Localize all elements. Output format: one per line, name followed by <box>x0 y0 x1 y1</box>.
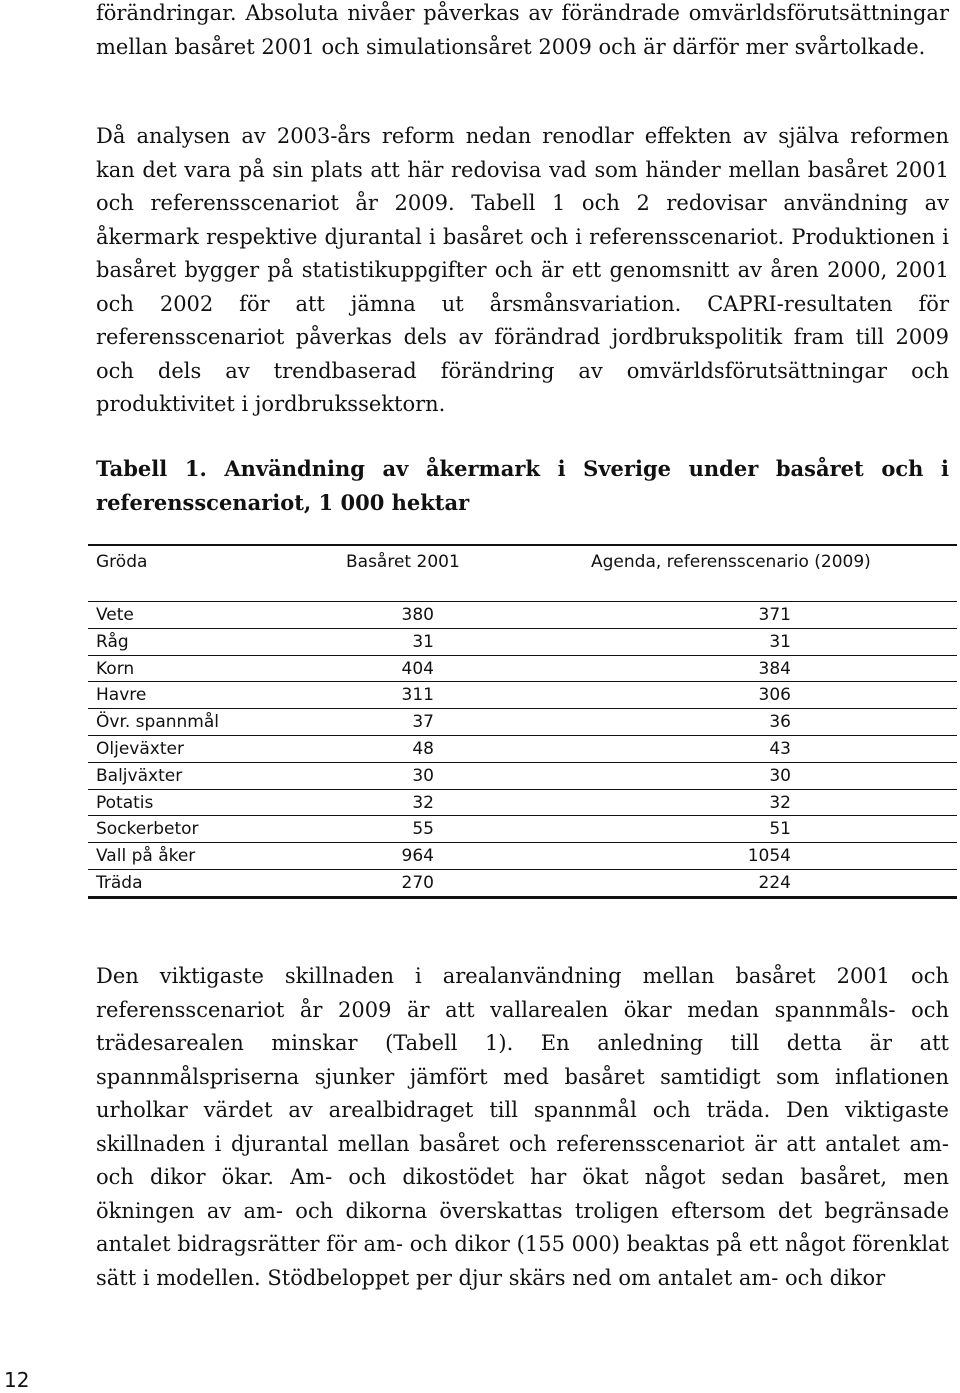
cell-reference-scenario: 30 <box>769 765 791 786</box>
header-crop: Gröda <box>96 552 148 572</box>
header-reference-scenario: Agenda, referensscenario (2009) <box>591 552 871 572</box>
cell-reference-scenario: 371 <box>758 605 791 625</box>
table-row <box>88 843 957 870</box>
page-number: 12 <box>4 1368 30 1392</box>
header-base-year: Basåret 2001 <box>346 552 460 572</box>
cell-crop: Övr. spannmål <box>96 712 219 733</box>
cell-reference-scenario: 51 <box>769 819 791 840</box>
cell-base-year: 37 <box>412 712 434 733</box>
table-row <box>88 682 957 709</box>
cell-crop: Träda <box>96 872 143 893</box>
table-row <box>88 763 957 790</box>
cell-reference-scenario: 36 <box>769 712 791 733</box>
cell-crop: Vall på åker <box>96 846 196 867</box>
cell-base-year: 270 <box>401 872 434 893</box>
table-header-row <box>88 548 957 576</box>
table-caption: Tabell 1. Användning av åkermark i Sverige under basåret och i referensscenariot, 1 000 hektar <box>96 456 949 515</box>
analysis-paragraph: Då analysen av 2003-års reform nedan renodlar effekten av själva reformen kan det vara på sin plats att här redovisa vad som händer mellan basåret 2001 och referensscenariot år 2009. Tabell 1 och 2 redovisar användning av åkermark respektive djurantal i basåret och i referensscenariot. Produktionen i basåret bygger på statistikuppgifter och är ett genomsnitt av åren 2000, 2001 och 2002 för att jämna ut årsmånsvariation. CAPRI-resultaten för referensscenariot påverkas dels av förändrad jordbrukspolitik fram till 2009 och dels av trendbaserad förändring av omvärldsförutsättningar och produktivitet i jordbrukssektorn. <box>96 124 949 416</box>
cell-base-year: 404 <box>401 658 434 679</box>
cell-reference-scenario: 1054 <box>747 846 791 867</box>
cell-base-year: 964 <box>401 846 434 867</box>
table-row <box>88 816 957 843</box>
discussion-paragraph: Den viktigaste skillnaden i arealanvändning mellan basåret 2001 och referensscenariot år 2009 är att vallarealen ökar medan spannmåls- och trädesarealen minskar (Tabell 1). En anledning till detta är att spannmålspriserna sjunker jämfört med basåret samtidigt som inflationen urholkar värdet av arealbidraget till spannmål och träda. Den viktigaste skillnaden i djurantal mellan basåret och referensscenariot är att antalet am- och dikor ökar. Am- och dikostödet har ökat något sedan basåret, men ökningen av am- och dikorna överskattas troligen eftersom det begränsade antalet bidragsrätter för am- och dikor (155 000) beaktas på ett något förenklat sätt i modellen. Stödbeloppet per djur skärs ned om antalet am- och dikor <box>96 964 949 1290</box>
table-row <box>88 790 957 817</box>
cell-crop: Vete <box>96 605 134 625</box>
cell-crop: Havre <box>96 685 147 706</box>
cell-base-year: 48 <box>412 738 434 759</box>
cell-base-year: 32 <box>412 792 434 813</box>
cell-base-year: 55 <box>412 819 434 840</box>
table-row <box>88 629 957 656</box>
table-row <box>88 736 957 763</box>
cell-reference-scenario: 384 <box>758 658 791 679</box>
cell-base-year: 30 <box>412 765 434 786</box>
table-row <box>88 870 957 899</box>
cell-crop: Potatis <box>96 792 154 813</box>
table-top-rule <box>88 544 957 546</box>
cell-reference-scenario: 306 <box>758 685 791 706</box>
cell-reference-scenario: 43 <box>769 738 791 759</box>
cell-reference-scenario: 32 <box>769 792 791 813</box>
table-body <box>88 602 957 899</box>
intro-paragraph: förändringar. Absoluta nivåer påverkas av förändrade omvärldsförutsättningar mellan basåret 2001 och simulationsåret 2009 och är därför mer svårtolkade. <box>96 1 949 59</box>
cell-crop: Sockerbetor <box>96 819 199 840</box>
cell-crop: Korn <box>96 658 135 679</box>
cell-crop: Baljväxter <box>96 765 183 786</box>
cell-crop: Råg <box>96 631 129 652</box>
table-row <box>88 656 957 683</box>
cell-reference-scenario: 31 <box>769 631 791 652</box>
cell-crop: Oljeväxter <box>96 738 184 759</box>
cell-base-year: 311 <box>401 685 434 706</box>
table-row <box>88 709 957 736</box>
table-row <box>88 602 957 629</box>
cell-reference-scenario: 224 <box>758 872 791 893</box>
cell-base-year: 380 <box>401 605 434 625</box>
cell-base-year: 31 <box>412 631 434 652</box>
